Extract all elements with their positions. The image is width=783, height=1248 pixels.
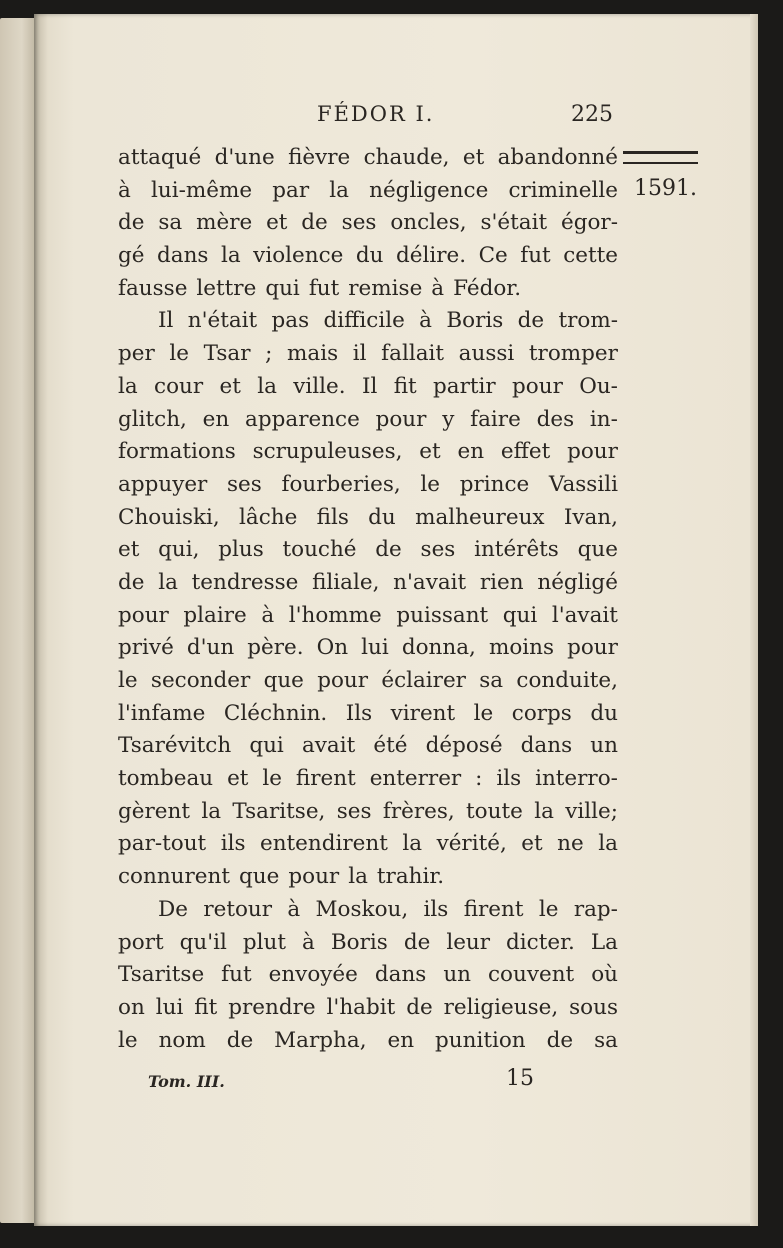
signature-number: 15 bbox=[506, 1066, 534, 1091]
text-line: privé d'un père. On lui donna, moins pour bbox=[118, 635, 618, 661]
text-line: et qui, plus touché de ses intérêts que bbox=[118, 537, 618, 563]
page-header bbox=[34, 98, 758, 132]
text-line: port qu'il plut à Boris de leur dicter. La bbox=[118, 929, 618, 955]
marginal-year: 1591. bbox=[634, 176, 697, 201]
text-line: la cour et la ville. Il fit partir pour Ou- bbox=[118, 373, 618, 399]
body-text bbox=[118, 142, 618, 1057]
text-line: à lui-même par la négligence criminelle bbox=[118, 177, 618, 203]
text-line: on lui fit prendre l'habit de religieuse, sous bbox=[118, 994, 618, 1020]
signature-mark: Tom. III. bbox=[148, 1072, 225, 1091]
text-line: le nom de Marpha, en punition de sa bbox=[118, 1027, 618, 1053]
text-line: Tsarévitch qui avait été déposé dans un bbox=[118, 733, 618, 759]
text-line: Il n'était pas difficile à Boris de trom- bbox=[158, 308, 618, 334]
text-line: Chouiski, lâche fils du malheureux Ivan, bbox=[118, 504, 618, 530]
marginal-rule bbox=[623, 151, 698, 164]
text-line: appuyer ses fourberies, le prince Vassili bbox=[118, 471, 618, 497]
page-number: 225 bbox=[571, 102, 613, 127]
book-page bbox=[34, 14, 758, 1226]
text-line: De retour à Moskou, ils firent le rap- bbox=[158, 896, 618, 922]
text-line: gèrent la Tsaritse, ses frères, toute la ville; bbox=[118, 798, 618, 824]
text-line: formations scrupuleuses, et en effet pour bbox=[118, 439, 618, 465]
text-line: per le Tsar ; mais il fallait aussi tromper bbox=[118, 341, 618, 367]
text-line: tombeau et le firent enterrer : ils interro- bbox=[118, 766, 618, 792]
text-line: le seconder que pour éclairer sa conduite, bbox=[118, 668, 618, 693]
text-line: l'infame Cléchnin. Ils virent le corps du bbox=[118, 700, 618, 726]
running-title: FÉDOR I. bbox=[317, 102, 435, 126]
text-line: de sa mère et de ses oncles, s'était égor- bbox=[118, 210, 618, 236]
text-line: Tsaritse fut envoyée dans un couvent où bbox=[118, 962, 618, 988]
text-line: par-tout ils entendirent la vérité, et ne la bbox=[118, 831, 618, 857]
text-line: connurent que pour la trahir. bbox=[118, 864, 445, 890]
text-line: attaqué d'une fièvre chaude, et abandonné bbox=[118, 145, 618, 170]
text-line: glitch, en apparence pour y faire des in- bbox=[118, 406, 618, 432]
previous-page-edge bbox=[0, 18, 36, 1223]
text-line: fausse lettre qui fut remise à Fédor. bbox=[118, 275, 522, 301]
text-line: gé dans la violence du délire. Ce fut cette bbox=[118, 243, 618, 269]
text-line: de la tendresse filiale, n'avait rien négligé bbox=[118, 569, 618, 595]
page-fore-edge bbox=[750, 14, 758, 1226]
text-line: pour plaire à l'homme puissant qui l'avait bbox=[118, 602, 618, 628]
